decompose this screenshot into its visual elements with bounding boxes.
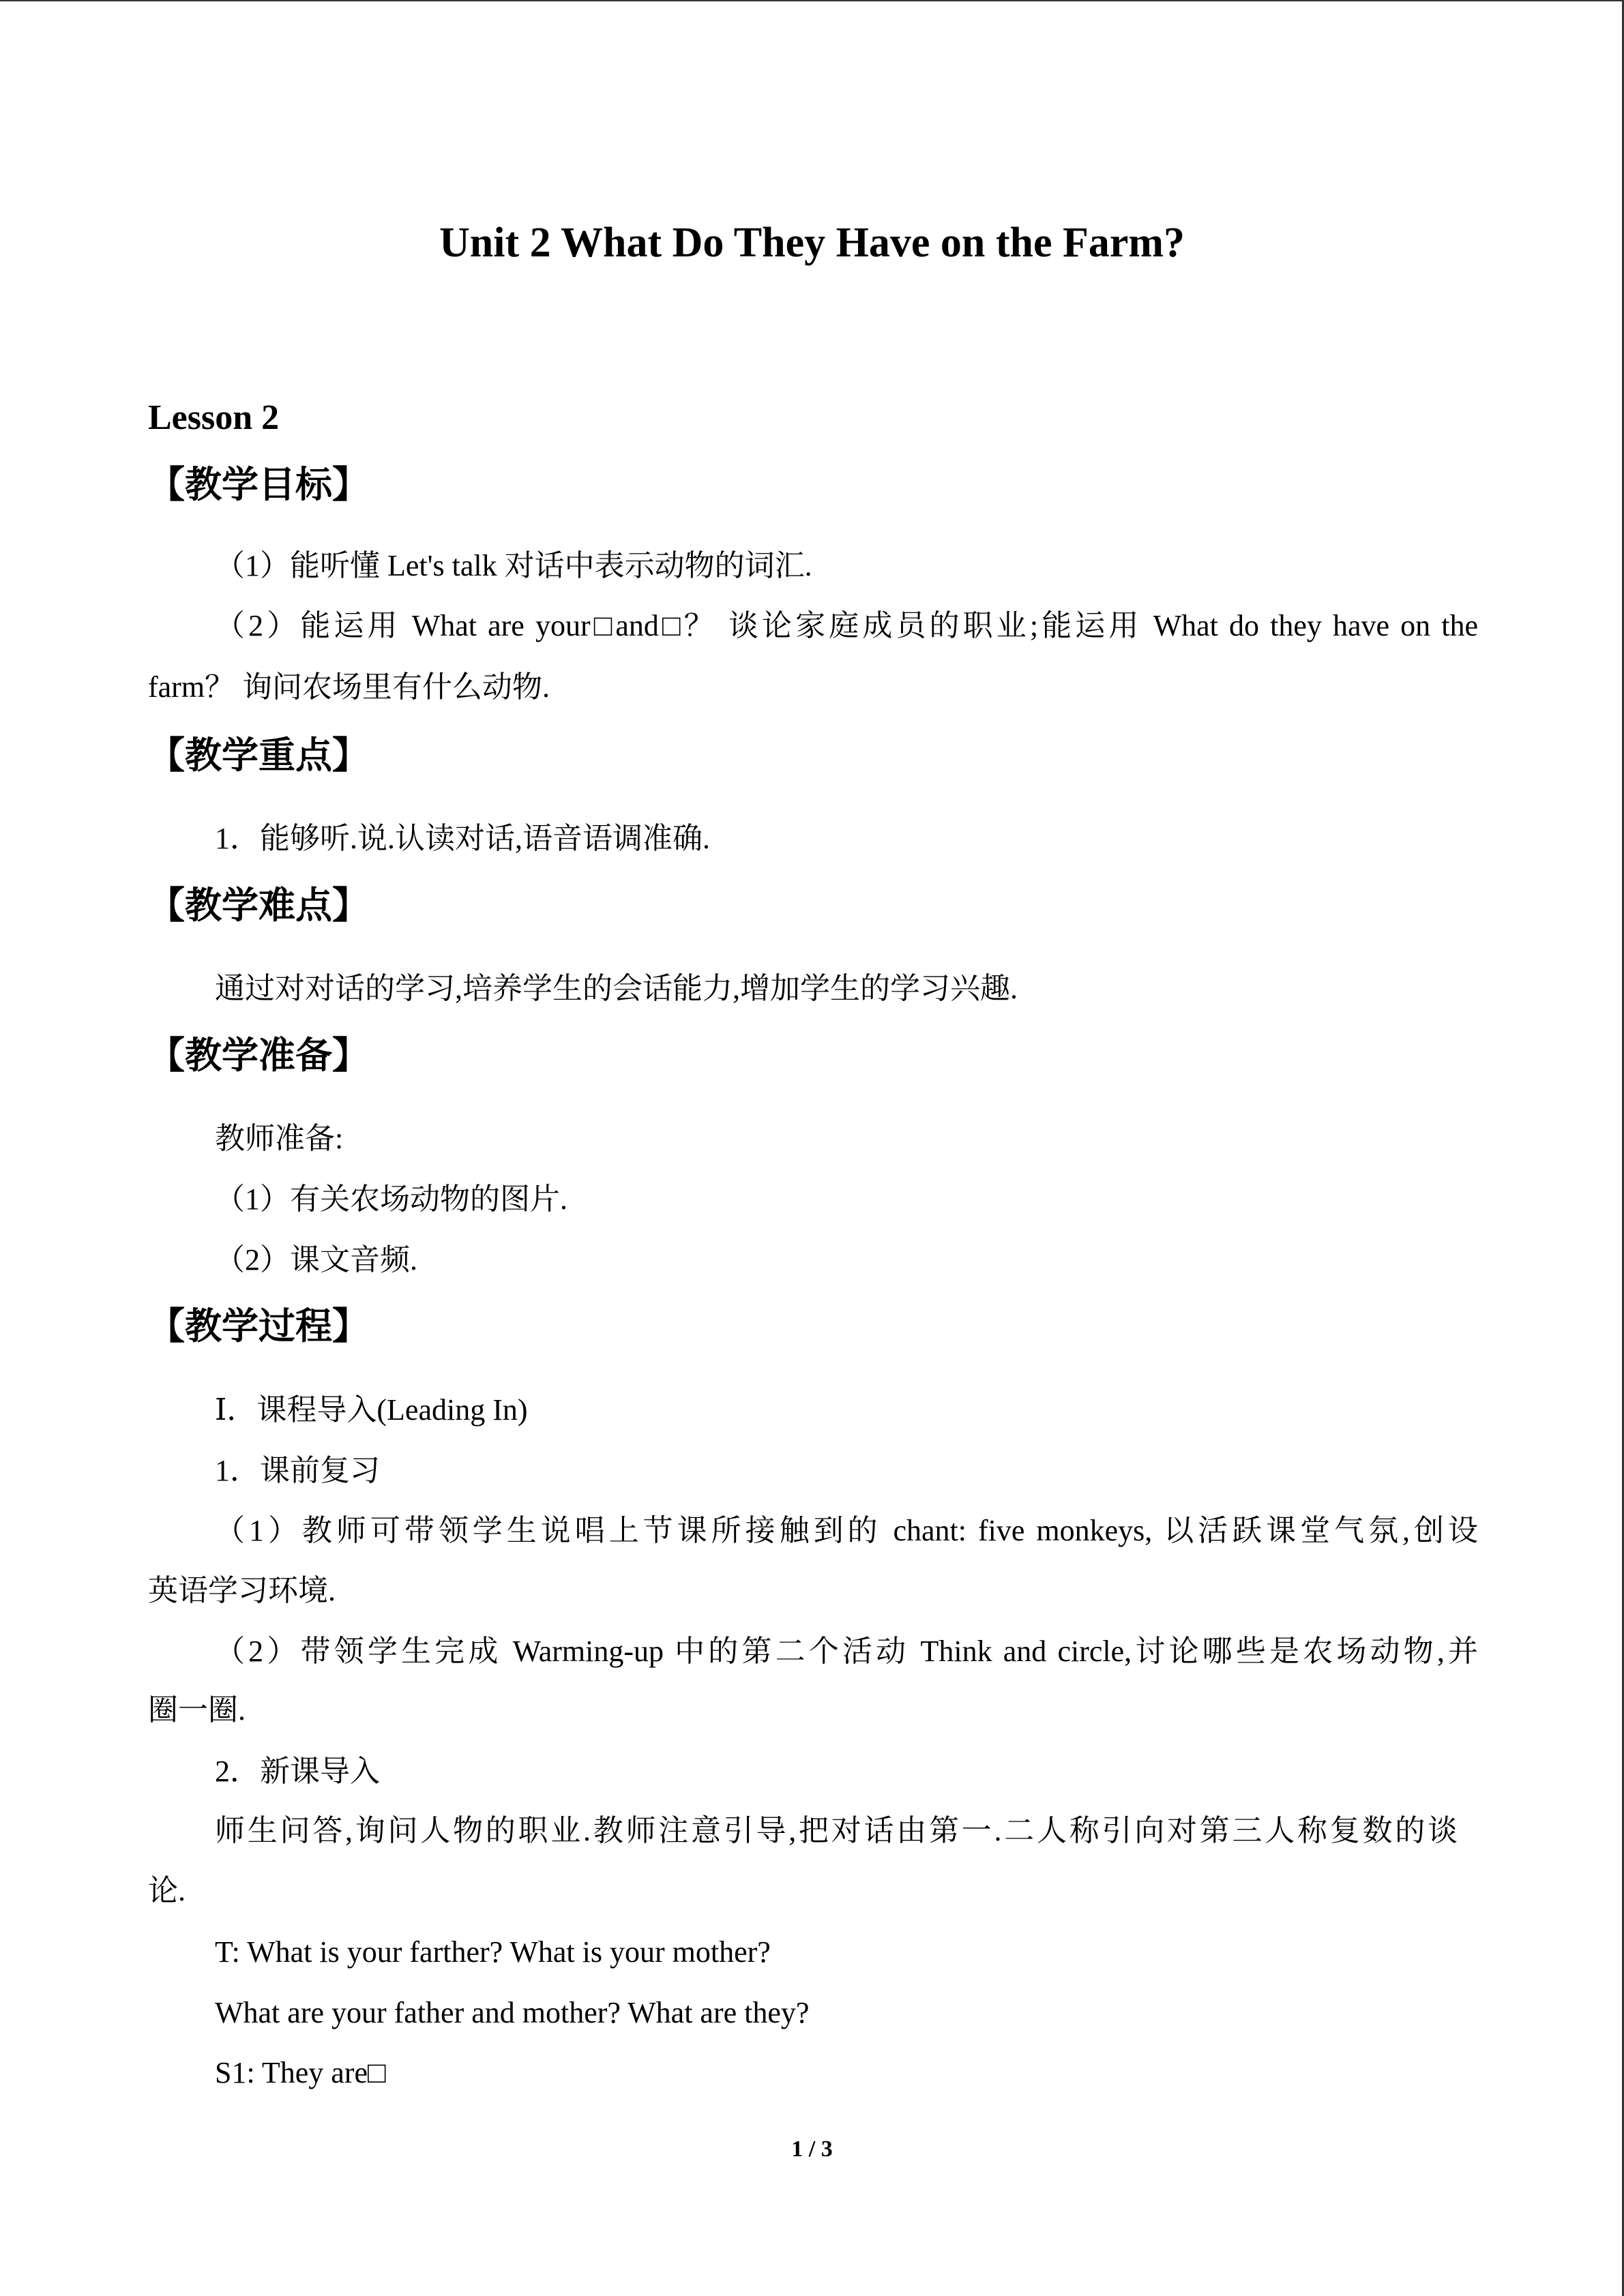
preparation-line-1: 教师准备:	[215, 1122, 344, 1155]
process-line-12: S1: They are□	[215, 2056, 386, 2089]
page-number: 1 / 3	[791, 2136, 833, 2162]
document-title: Unit 2 What Do They Have on the Farm?	[439, 220, 1185, 266]
process-line-3: （1）教师可带领学生说唱上节课所接触到的 chant: five monkeys, 以活跃课堂气氛,创设	[215, 1514, 1478, 1547]
process-line-8: 师生问答,询问人物的职业.教师注意引导,把对话由第一.二人称引向对第三人称复数的谈	[215, 1814, 1458, 1847]
preparation-line-2: （1）有关农场动物的图片.	[215, 1182, 567, 1216]
goals-line-3: farm？ 询问农场里有什么动物.	[148, 670, 550, 704]
process-line-9: 论.	[148, 1874, 186, 1907]
heading-key-points: 【教学重点】	[148, 734, 369, 777]
heading-process: 【教学过程】	[148, 1304, 369, 1347]
process-line-10: T: What is your farther? What is your mother?	[215, 1935, 771, 1969]
preparation-line-3: （2）课文音频.	[215, 1243, 417, 1277]
process-line-6: 圈一圈.	[148, 1693, 246, 1727]
lesson-label: Lesson 2	[148, 398, 280, 437]
process-line-5: （2）带领学生完成 Warming-up 中的第二个活动 Think and circle,讨论哪些是农场动物,并	[215, 1635, 1478, 1668]
heading-difficulties: 【教学难点】	[148, 884, 369, 927]
process-line-4: 英语学习环境.	[148, 1574, 336, 1607]
process-line-1: Ⅰ．课程导入(Leading In)	[215, 1393, 528, 1427]
process-line-2: 1．课前复习	[215, 1454, 380, 1487]
heading-goals: 【教学目标】	[148, 463, 369, 506]
key-points-line-1: 1．能够听.说.认读对话,语音语调准确.	[215, 822, 710, 855]
process-line-11: What are your father and mother? What are they?	[215, 1996, 810, 2029]
difficulties-line-1: 通过对对话的学习,培养学生的会话能力,增加学生的学习兴趣.	[215, 972, 1018, 1005]
heading-preparation: 【教学准备】	[148, 1034, 369, 1077]
goals-line-1: （1）能听懂 Let's talk 对话中表示动物的词汇.	[215, 549, 812, 582]
process-line-7: 2．新课导入	[215, 1755, 380, 1788]
goals-line-2: （2）能运用 What are your□and□？ 谈论家庭成员的职业;能运用 What do they have on the	[215, 609, 1478, 642]
page-top-border	[0, 0, 1623, 1]
